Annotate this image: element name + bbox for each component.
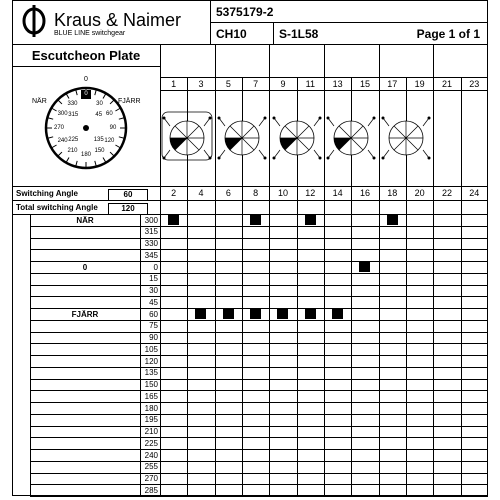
top-contact-1: 1 [171, 79, 177, 89]
dial-inner-label: 315 [68, 111, 79, 118]
top-contact-23: 23 [469, 79, 480, 89]
dial-angle-label: 90 [109, 124, 117, 131]
top-contact-15: 15 [359, 79, 370, 89]
bottom-contact-4: 4 [198, 188, 204, 198]
dial-angle-label: 270 [53, 124, 64, 131]
position-angle: 45 [149, 297, 158, 307]
top-contact-13: 13 [332, 79, 343, 89]
position-angle: 225 [144, 438, 158, 448]
position-angle: 120 [144, 356, 158, 366]
part-number: 5375179-2 [216, 5, 274, 19]
escutcheon-dial [12, 68, 160, 186]
dial-right-label: FJÄRR [118, 98, 141, 105]
top-contact-7: 7 [253, 79, 259, 89]
bottom-contact-10: 10 [277, 188, 288, 198]
position-angle: 90 [149, 333, 158, 342]
dial-inner-label: 45 [95, 111, 103, 118]
dial-angle-label: 180 [80, 151, 91, 158]
switching-angle-label: Switching Angle [16, 189, 78, 198]
contact-block-icon [270, 108, 324, 173]
closed-contact-marker [332, 308, 343, 319]
position-label: 0 [82, 262, 88, 272]
position-angle: 285 [144, 485, 158, 495]
dial-angle-label: 30 [96, 101, 103, 108]
contact-block-icon [324, 108, 378, 173]
closed-contact-marker [359, 261, 370, 272]
dial-angle-label: 120 [104, 138, 115, 144]
closed-contact-marker [195, 308, 206, 319]
top-contact-11: 11 [305, 79, 315, 89]
variant-code: S-1L58 [279, 27, 319, 41]
position-angle: 30 [149, 286, 158, 295]
closed-contact-marker [168, 214, 179, 225]
position-angle: 75 [149, 321, 158, 331]
bottom-contact-2: 2 [171, 188, 177, 198]
dial-angle-label: 150 [94, 147, 105, 154]
position-angle: 15 [149, 274, 158, 284]
closed-contact-marker [277, 308, 288, 319]
position-angle: 315 [144, 227, 158, 237]
contact-block-icon [215, 108, 269, 173]
position-angle: 270 [144, 474, 158, 483]
total-angle-value: 120 [108, 203, 148, 215]
escutcheon-title: Escutcheon Plate [31, 48, 141, 63]
bottom-contact-24: 24 [469, 188, 480, 198]
bottom-contact-8: 8 [253, 188, 259, 198]
dial-angle-label: 60 [106, 111, 113, 117]
dial-inner-label: 135 [93, 137, 104, 144]
dial-angle-label: 210 [67, 147, 78, 154]
bottom-contact-16: 16 [359, 188, 370, 198]
dial-top-label: 0 [84, 76, 88, 83]
bottom-contact-20: 20 [414, 188, 425, 198]
position-angle: 300 [144, 215, 158, 225]
position-angle: 240 [144, 450, 158, 460]
dial-angle-label: 330 [67, 101, 78, 108]
closed-contact-marker [387, 214, 398, 225]
top-contact-3: 3 [198, 79, 204, 89]
brand-name: Kraus & Naimer [54, 10, 182, 30]
dial-left-label: NÄR [32, 98, 47, 105]
dial-drawing [12, 68, 160, 186]
position-angle: 135 [144, 368, 158, 378]
contact-block-icon [160, 108, 214, 173]
kraus-naimer-logo-icon [20, 4, 48, 38]
bottom-contact-6: 6 [225, 188, 231, 198]
closed-contact-marker [223, 308, 234, 319]
top-contact-9: 9 [280, 79, 286, 89]
bottom-contact-14: 14 [332, 188, 343, 198]
position-angle: 0 [153, 262, 158, 272]
top-contact-5: 5 [225, 79, 231, 89]
closed-contact-marker [305, 214, 316, 225]
bottom-contact-18: 18 [387, 188, 398, 198]
position-angle: 180 [144, 403, 158, 413]
logo-area [12, 0, 210, 44]
position-angle: 60 [149, 309, 158, 319]
dial-pointer-value: 0 [84, 91, 88, 97]
model-code: CH10 [216, 27, 247, 41]
dial-angle-label: 240 [57, 138, 68, 144]
closed-contact-marker [305, 308, 316, 319]
position-angle: 210 [144, 427, 158, 436]
dial-inner-label: 225 [68, 137, 79, 144]
position-angle: 150 [144, 380, 158, 389]
top-contact-19: 19 [414, 79, 425, 89]
position-angle: 195 [144, 415, 158, 425]
top-contact-17: 17 [387, 79, 398, 89]
page-indicator: Page 1 of 1 [416, 27, 480, 41]
total-angle-label: Total switching Angle [16, 203, 98, 212]
bottom-contact-12: 12 [305, 188, 316, 198]
position-angle: 255 [144, 462, 158, 472]
position-angle: 105 [144, 344, 158, 354]
top-contact-21: 21 [441, 79, 452, 89]
bottom-contact-22: 22 [441, 188, 452, 198]
closed-contact-marker [250, 308, 261, 319]
closed-contact-marker [250, 214, 261, 225]
position-label: NÄR [76, 215, 94, 225]
position-angle: 165 [144, 391, 158, 401]
position-label: FJÄRR [71, 309, 99, 319]
position-angle: 330 [144, 239, 158, 248]
dial-angle-label: 300 [57, 111, 68, 117]
contact-block-icon [379, 108, 433, 173]
switching-angle-value: 60 [108, 189, 148, 201]
brand-tagline: BLUE LINE switchgear [54, 30, 126, 37]
position-angle: 345 [144, 250, 158, 260]
